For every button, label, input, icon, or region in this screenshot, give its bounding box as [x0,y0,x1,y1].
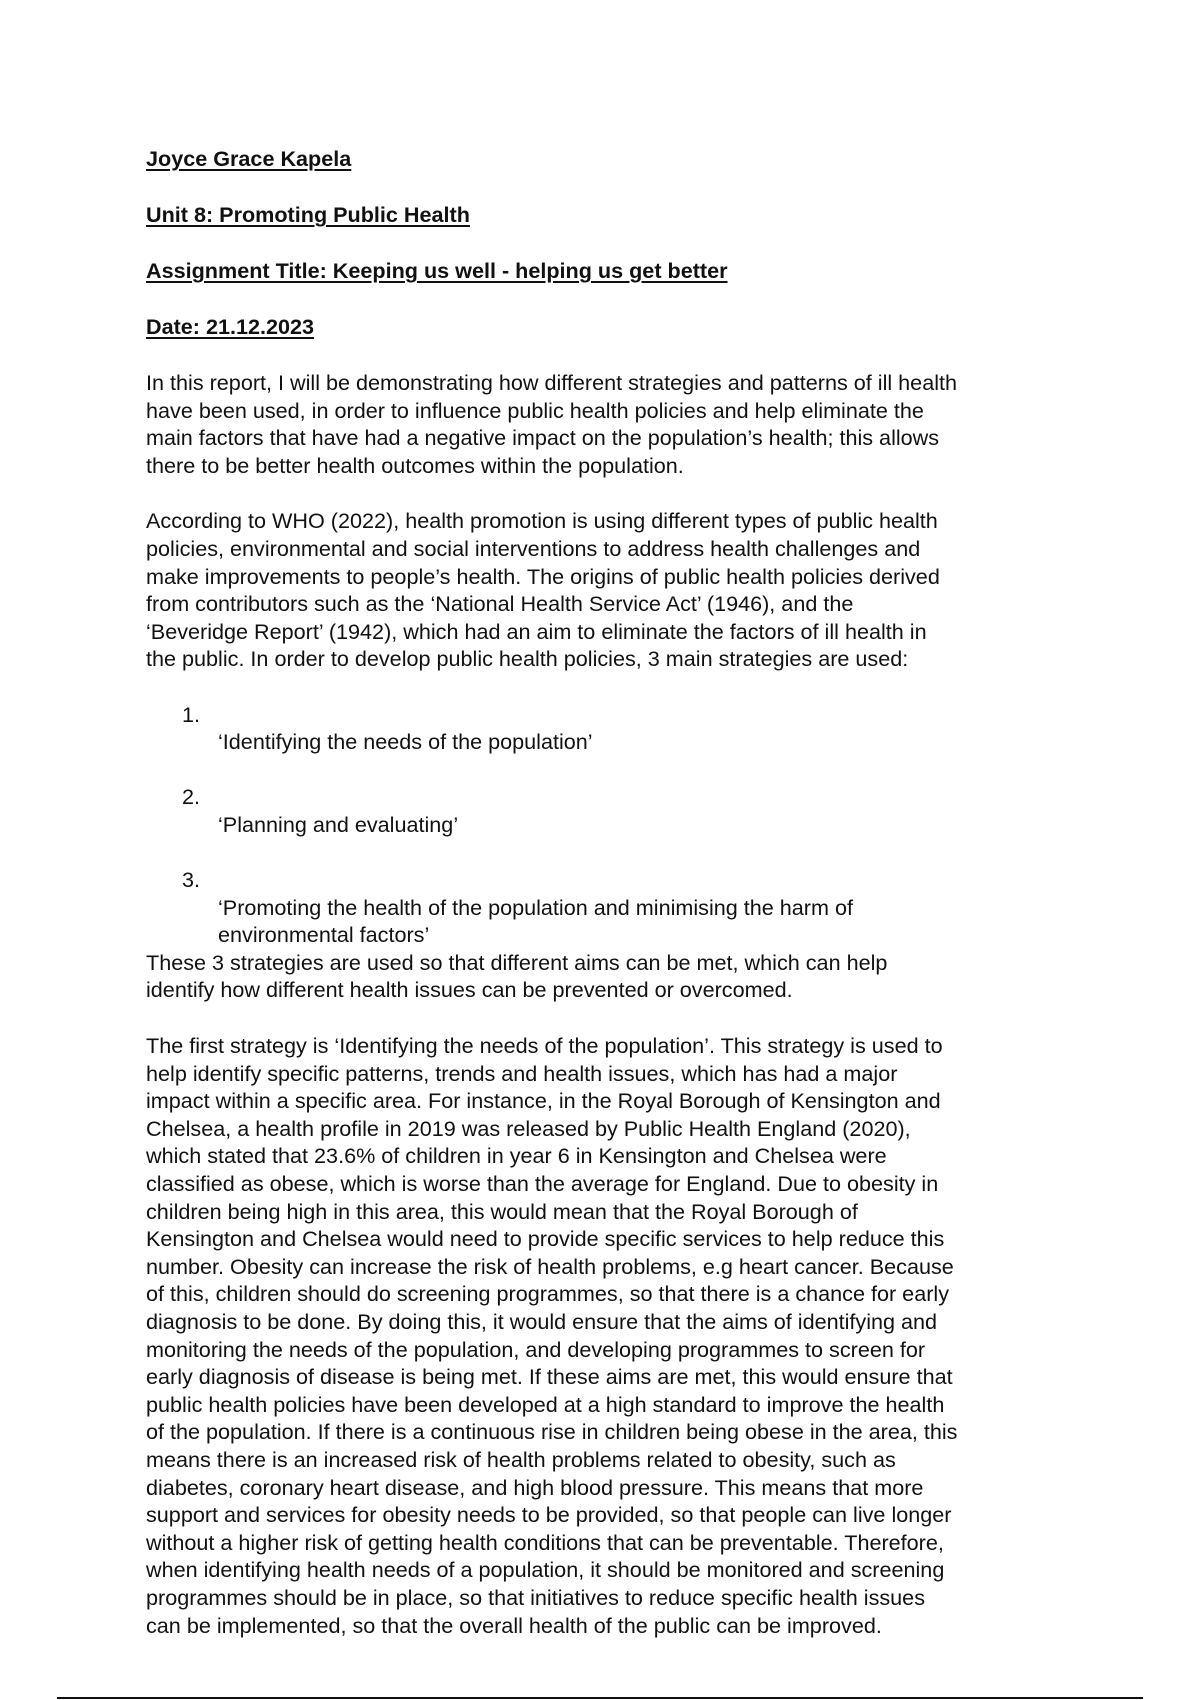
strategies-list [146,673,1076,949]
intro-paragraph: In this report, I will be demonstrating how different strategies and patterns of ill health have been used, in order to influence public health policies and help eliminate the main factors that have had a negative impact on the population’s health; this allows there to be better health outcomes within the population. [146,370,958,478]
list-item [182,756,1076,839]
document-date: Date: 21.12.2023 [146,314,315,339]
unit-title: Unit 8: Promoting Public Health [146,202,470,227]
list-item [182,839,1076,949]
footer-divider [57,1697,1143,1699]
list-item [182,673,1076,756]
assignment-title: Assignment Title: Keeping us well - helping us get better [146,258,728,283]
list-item-text: ‘Promoting the health of the population and minimising the harm of environmental factors’ [218,894,853,948]
first-strategy-paragraph: The first strategy is ‘Identifying the needs of the population’. This strategy is used to help identify specific patterns, trends and health issues, which has had a major impact within a specific area. For instance, in the Royal Borough of Kensington and Chelsea, a health profile in 2019 was released by Public Health England (2020), which stated that 23.6% of children in year 6 in Kensington and Chelsea were classified as obese, which is worse than the average for England. Due to obesity in children being high in this area, this would mean that the Royal Borough of Kensington and Chelsea would need to provide specific services to help reduce this number. Obesity can increase the risk of health problems, e.g heart cancer. Because of this, children should do screening programmes, so that there is a chance for early diagnosis to be done. By doing this, it would ensure that the aims of identifying and monitoring the needs of the population, and developing programmes to screen for early diagnosis of disease is being met. If these aims are met, this would ensure that public health policies have been developed at a high standard to improve the health of the population. If there is a continuous rise in children being obese in the area, this means there is an increased risk of health problems related to obesity, such as diabetes, coronary heart disease, and high blood pressure. This means that more support and services for obesity needs to be provided, so that people can live longer without a higher risk of getting health conditions that can be preventable. Therefore, when identifying health needs of a population, it should be monitored and screening programmes should be in place, so that initiatives to reduce specific health issues can be implemented, so that the overall health of the public can be improved. [146,1033,958,1638]
list-item-text: ‘Identifying the needs of the population’ [218,729,593,755]
list-item-number: 2. [182,784,201,810]
document-page [146,145,1076,1667]
list-item-text: ‘Planning and evaluating’ [218,811,459,837]
list-item-number: 3. [182,867,201,893]
list-item-number: 1. [182,701,201,727]
who-paragraph: According to WHO (2022), health promotion is using different types of public health policies, environmental and social interventions to address health challenges and make improvements to people’s health. The origins of public health policies derived from contributors such as the ‘National Health Service Act’ (1946), and the ‘Beveridge Report’ (1942), which had an aim to eliminate the factors of ill health in the public. In order to develop public health policies, 3 main strategies are used: [146,508,940,672]
author-name: Joyce Grace Kapela [146,146,352,171]
strategies-summary-paragraph: These 3 strategies are used so that different aims can be met, which can help identify how different health issues can be prevented or overcomed. [146,949,888,1003]
